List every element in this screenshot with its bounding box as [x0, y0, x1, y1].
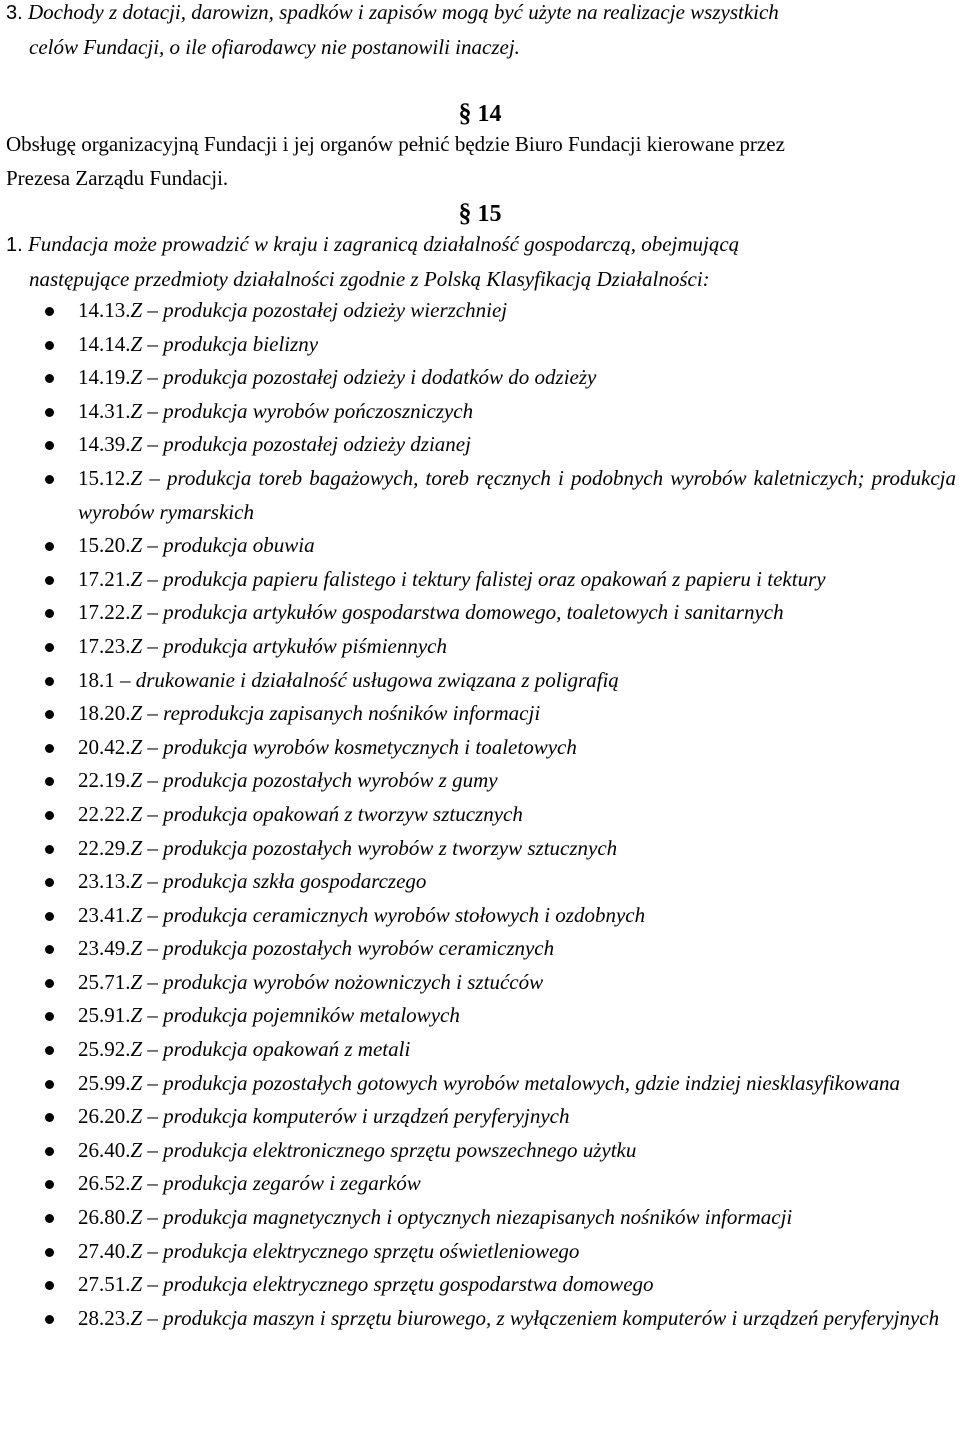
section-14-line1: Obsługę organizacyjną Fundacji i jej organów pełnić będzie Biuro Fundacji kierowane przez [6, 132, 785, 156]
bullet-icon [45, 542, 54, 551]
activity-item [0, 832, 956, 866]
activity-description: Z – produkcja artykułów piśmiennych [130, 633, 448, 658]
activity-code: 25.91. [78, 1003, 131, 1028]
activity-code: 25.99. [78, 1070, 131, 1095]
activity-description: Z – produkcja wyrobów kosmetycznych i toaletowych [130, 734, 577, 759]
activity-code: 26.40. [78, 1137, 131, 1162]
activity-description: Z – produkcja pozostałych wyrobów z tworzyw sztucznych [130, 835, 618, 860]
activity-item [0, 1167, 956, 1201]
bullet-icon [45, 677, 54, 686]
activity-description: Z – produkcja pojemników metalowych [130, 1003, 460, 1028]
activity-item [0, 731, 956, 765]
activity-code: 25.92. [78, 1037, 131, 1062]
activity-description: Z – produkcja wyrobów pończoszniczych [130, 398, 474, 423]
activity-description: Z – produkcja papieru falistego i tektury falistej oraz opakowań z papieru i tektury [130, 566, 826, 591]
bullet-icon [45, 1147, 54, 1156]
activity-description: Z – reprodukcja zapisanych nośników informacji [130, 701, 541, 726]
bullet-icon [45, 777, 54, 786]
activity-item [0, 1134, 956, 1168]
section-sign: § [458, 198, 472, 227]
activity-item [0, 361, 956, 395]
activity-description: Z – produkcja zegarów i zegarków [130, 1171, 421, 1196]
activity-item [0, 966, 956, 1000]
bullet-icon [45, 475, 54, 484]
activity-item [0, 462, 956, 529]
paragraph-1-line1: Fundacja może prowadzić w kraju i zagranicą działalność gospodarczą, obejmującą [27, 232, 740, 256]
activity-item [0, 1033, 956, 1067]
bullet-icon [45, 643, 54, 652]
bullet-icon [45, 408, 54, 417]
activity-description: Z – produkcja elektronicznego sprzętu powszechnego użytku [130, 1137, 637, 1162]
bullet-icon [45, 945, 54, 954]
bullet-icon [45, 1012, 54, 1021]
section-14-heading [0, 98, 960, 129]
activity-code: 22.29. [78, 835, 131, 860]
activity-code: 14.39. [78, 432, 131, 457]
activity-code: 23.49. [78, 936, 131, 961]
bullet-icon [45, 710, 54, 719]
activity-code: 15.20. [78, 533, 131, 558]
section-14-text [6, 128, 956, 195]
bullet-icon [45, 1180, 54, 1189]
bullet-icon [45, 1080, 54, 1089]
activity-description: Z – produkcja pozostałej odzieży dzianej [130, 432, 471, 457]
bullet-icon [45, 1214, 54, 1223]
activity-code: 25.71. [78, 969, 131, 994]
bullet-icon [45, 1315, 54, 1324]
activity-code: 20.42. [78, 734, 131, 759]
activity-code: 26.80. [78, 1205, 131, 1230]
bullet-icon [45, 1113, 54, 1122]
paragraph-3-number: 3. [6, 2, 23, 24]
activity-description: Z – produkcja pozostałej odzieży wierzchniej [130, 298, 508, 322]
bullet-icon [45, 1248, 54, 1257]
activity-code: 26.20. [78, 1104, 131, 1129]
activity-item [0, 1268, 956, 1302]
bullet-icon [45, 845, 54, 854]
activity-description: Z – produkcja artykułów gospodarstwa domowego, toaletowych i sanitarnych [130, 600, 784, 625]
activity-code: 17.23. [78, 633, 131, 658]
bullet-icon [45, 374, 54, 383]
activity-code: 15.12. [78, 465, 131, 490]
activity-code: 18.1 [78, 667, 115, 692]
activity-item [0, 1201, 956, 1235]
activity-item [0, 395, 956, 429]
activity-item [0, 865, 956, 899]
section-14-line2: Prezesa Zarządu Fundacji. [6, 165, 229, 190]
activity-item [0, 697, 956, 731]
activity-description: – drukowanie i działalność usługowa związana z poligrafią [114, 667, 619, 692]
activity-description: Z – produkcja bielizny [130, 331, 319, 356]
activity-code: 17.21. [78, 566, 131, 591]
bullet-icon [45, 1046, 54, 1055]
activity-item [0, 563, 956, 597]
activity-description: Z – produkcja toreb bagażowych, toreb ręcznych i podobnych wyrobów kaletniczych; produkcja wyrobów rymarskich [78, 465, 956, 524]
activity-description: Z – produkcja komputerów i urządzeń peryferyjnych [130, 1104, 570, 1129]
activity-code: 23.41. [78, 902, 131, 927]
activity-item [0, 932, 956, 966]
activity-description: Z – produkcja magnetycznych i optycznych niezapisanych nośników informacji [130, 1205, 793, 1230]
activity-item [0, 1302, 956, 1336]
bullet-icon [45, 1281, 54, 1290]
activity-item [0, 428, 956, 462]
bullet-icon [45, 609, 54, 618]
activity-code: 28.23. [78, 1305, 131, 1330]
activity-code: 14.31. [78, 398, 131, 423]
activity-item [0, 630, 956, 664]
bullet-icon [45, 744, 54, 753]
activity-item [0, 596, 956, 630]
section-15-heading [0, 198, 960, 229]
bullet-icon [45, 878, 54, 887]
activity-description: Z – produkcja maszyn i sprzętu biurowego, z wyłączeniem komputerów i urządzeń peryferyjnych [130, 1305, 940, 1330]
activity-item [0, 328, 956, 362]
paragraph-3-line2: celów Fundacji, o ile ofiarodawcy nie postanowili inaczej. [29, 34, 520, 59]
activity-code: 22.19. [78, 768, 131, 793]
activity-item [0, 1100, 956, 1134]
section-sign: § [458, 98, 472, 127]
activity-item [0, 664, 956, 698]
bullet-icon [45, 979, 54, 988]
activity-code: 27.51. [78, 1272, 131, 1297]
bullet-icon [45, 811, 54, 820]
bullet-icon [45, 441, 54, 450]
activity-description: Z – produkcja obuwia [130, 533, 315, 558]
bullet-icon [45, 576, 54, 585]
section-15-number: 15 [477, 201, 502, 227]
paragraph-1-line2: następujące przedmioty działalności zgodnie z Polską Klasyfikacją Działalności: [29, 266, 710, 291]
activity-code: 17.22. [78, 600, 131, 625]
bullet-icon [45, 307, 54, 316]
activity-description: Z – produkcja pozostałych wyrobów z gumy [130, 768, 498, 793]
paragraph-3-line1: Dochody z dotacji, darowizn, spadków i zapisów mogą być użyte na realizacje wszystkich [27, 0, 779, 24]
activity-code: 23.13. [78, 869, 131, 894]
activity-code: 18.20. [78, 701, 131, 726]
activity-item [0, 999, 956, 1033]
activity-description: Z – produkcja pozostałych wyrobów ceramicznych [130, 936, 555, 961]
activity-list [0, 294, 956, 1335]
activity-item [0, 529, 956, 563]
paragraph-1-number: 1. [6, 234, 23, 256]
activity-code: 14.13. [78, 298, 131, 322]
activity-description: Z – produkcja wyrobów nożowniczych i sztućców [130, 969, 544, 994]
activity-description: Z – produkcja opakowań z tworzyw sztucznych [130, 801, 523, 826]
activity-item [0, 899, 956, 933]
activity-description: Z – produkcja ceramicznych wyrobów stołowych i ozdobnych [130, 902, 646, 927]
activity-description: Z – produkcja szkła gospodarczego [130, 869, 427, 894]
activity-description: Z – produkcja elektrycznego sprzętu gospodarstwa domowego [130, 1272, 654, 1297]
activity-item [0, 798, 956, 832]
paragraph-3 [6, 0, 956, 64]
activity-code: 22.22. [78, 801, 131, 826]
activity-code: 14.14. [78, 331, 131, 356]
activity-code: 26.52. [78, 1171, 131, 1196]
activity-code: 14.19. [78, 365, 131, 390]
activity-description: Z – produkcja pozostałych gotowych wyrobów metalowych, gdzie indziej niesklasyfikowana [130, 1070, 901, 1095]
activity-item [0, 764, 956, 798]
activity-description: Z – produkcja elektrycznego sprzętu oświetleniowego [130, 1238, 580, 1263]
activity-code: 27.40. [78, 1238, 131, 1263]
activity-item [0, 1067, 956, 1101]
paragraph-1 [6, 228, 956, 296]
bullet-icon [45, 341, 54, 350]
activity-item [0, 1235, 956, 1269]
bullet-icon [45, 912, 54, 921]
section-14-number: 14 [477, 101, 502, 127]
activity-description: Z – produkcja pozostałej odzieży i dodatków do odzieży [130, 365, 597, 390]
activity-description: Z – produkcja opakowań z metali [130, 1037, 411, 1062]
activity-item [0, 294, 956, 328]
